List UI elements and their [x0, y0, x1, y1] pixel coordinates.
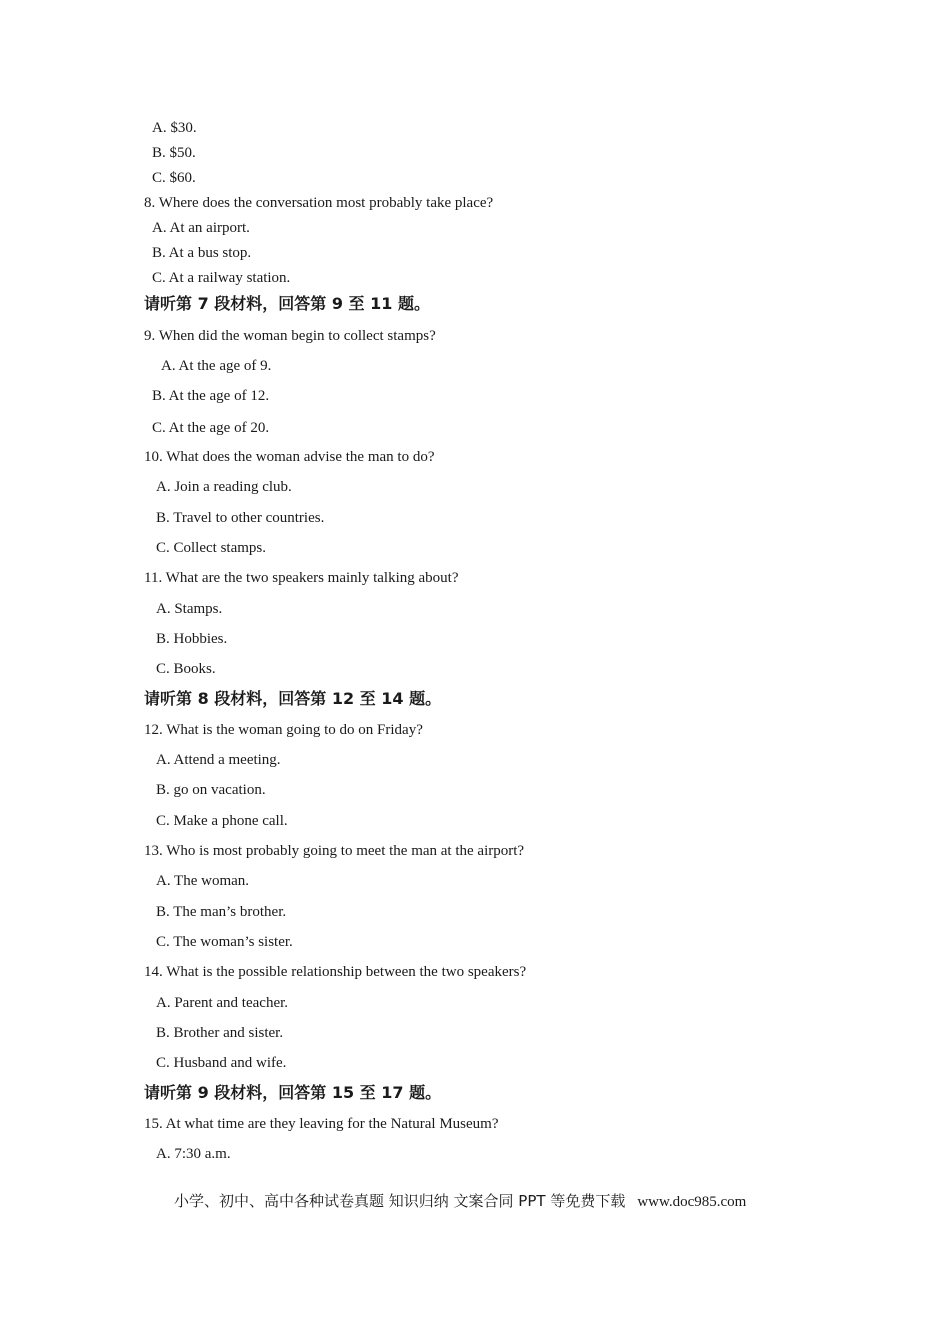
option: B. At a bus stop.	[152, 245, 252, 261]
option: C. Books.	[156, 661, 216, 677]
option: A. Join a reading club.	[156, 479, 292, 495]
option: A. Attend a meeting.	[156, 752, 281, 768]
option: A. Parent and teacher.	[156, 995, 289, 1011]
section-heading: 请听第 8 段材料，回答第 12 至 14 题。	[144, 689, 442, 708]
option: A. At an airport.	[152, 220, 250, 236]
option: C. Make a phone call.	[156, 813, 288, 829]
option: B. The man’s brother.	[156, 904, 287, 920]
option: C. $60.	[152, 170, 196, 186]
option: C. Collect stamps.	[156, 540, 266, 556]
question: 11. What are the two speakers mainly talking about?	[144, 570, 459, 586]
question: 12. What is the woman going to do on Friday?	[144, 722, 423, 738]
option: A. $30.	[152, 120, 197, 136]
section-heading: 请听第 9 段材料，回答第 15 至 17 题。	[144, 1083, 442, 1102]
question: 8. Where does the conversation most probably take place?	[144, 195, 494, 211]
question: 13. Who is most probably going to meet the man at the airport?	[144, 843, 525, 859]
option: C. At a railway station.	[152, 270, 291, 286]
option: B. Hobbies.	[156, 631, 228, 647]
option: B. Brother and sister.	[156, 1025, 284, 1041]
option: B. Travel to other countries.	[156, 510, 325, 526]
option: A. The woman.	[156, 873, 250, 889]
option: B. go on vacation.	[156, 782, 266, 798]
option: A. At the age of 9.	[161, 358, 272, 374]
footer-url[interactable]: www.doc985.com	[637, 1194, 747, 1210]
option: C. Husband and wife.	[156, 1055, 287, 1071]
question: 10. What does the woman advise the man to do?	[144, 449, 435, 465]
page-footer	[174, 1191, 746, 1212]
option: B. At the age of 12.	[152, 388, 270, 404]
question: 14. What is the possible relationship between the two speakers?	[144, 964, 527, 980]
question: 9. When did the woman begin to collect stamps?	[144, 328, 436, 344]
section-heading: 请听第 7 段材料，回答第 9 至 11 题。	[144, 294, 430, 313]
option: A. Stamps.	[156, 601, 223, 617]
option: C. The woman’s sister.	[156, 934, 293, 950]
footer-text: 小学、初中、高中各种试卷真题 知识归纳 文案合同 PPT 等免费下载	[174, 1192, 626, 1210]
option: B. $50.	[152, 145, 196, 161]
question: 15. At what time are they leaving for the Natural Museum?	[144, 1116, 499, 1132]
option: C. At the age of 20.	[152, 420, 270, 436]
option: A. 7:30 a.m.	[156, 1146, 231, 1162]
